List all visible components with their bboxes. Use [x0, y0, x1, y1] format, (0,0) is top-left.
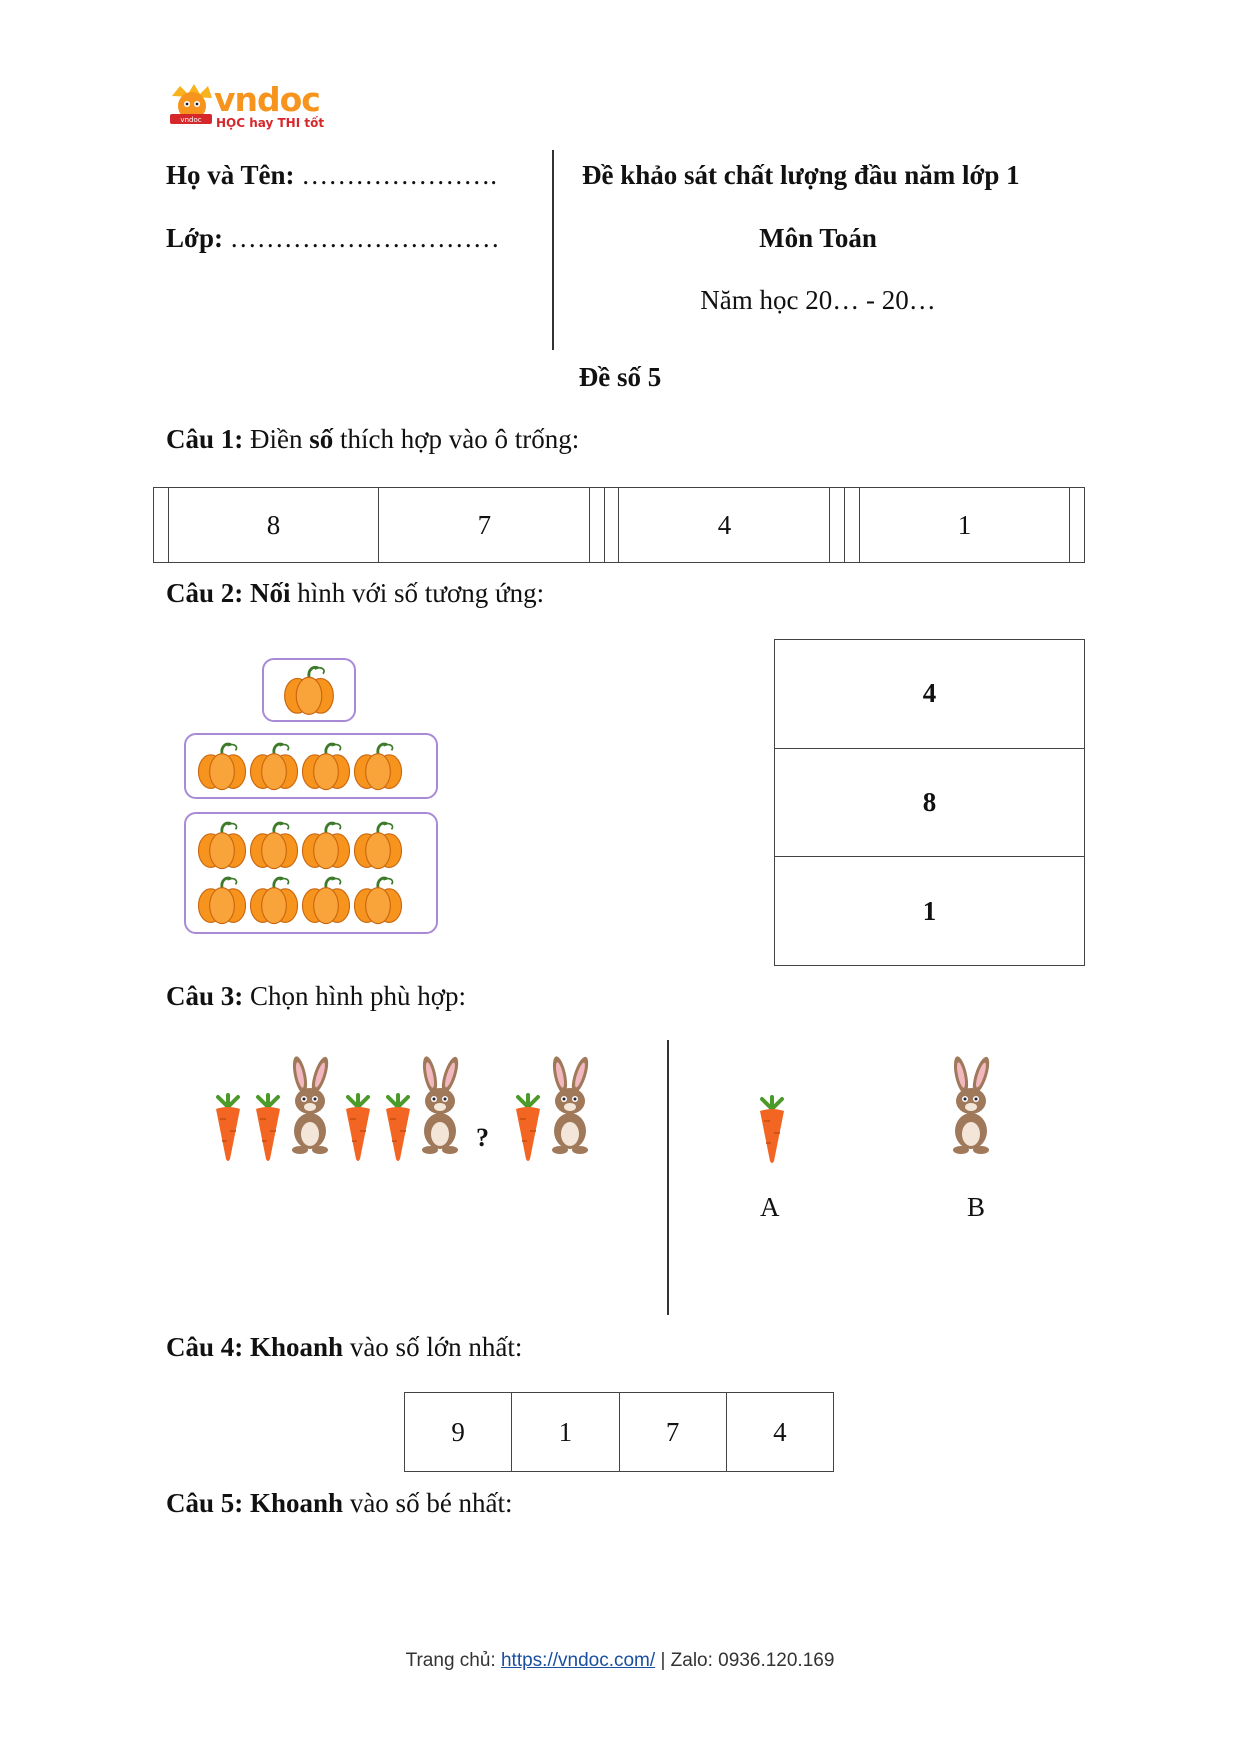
number-box[interactable]: 8 — [775, 748, 1085, 857]
footer-home-link[interactable]: https://vndoc.com/ — [500, 1650, 656, 1671]
number-cell[interactable] — [604, 488, 619, 563]
question-3-label: Câu 3: — [166, 981, 244, 1011]
question-4-label: Câu 4: — [166, 1332, 244, 1362]
number-cell[interactable]: 8 — [168, 488, 379, 563]
question-1-table — [153, 487, 1085, 563]
pumpkin-icon — [194, 738, 250, 794]
name-dots: …………………. — [301, 160, 498, 190]
option-a-label[interactable]: A — [760, 1192, 780, 1222]
pumpkin — [194, 817, 250, 878]
question-3-text: Chọn hình phù hợp: — [243, 981, 467, 1011]
question-5-text-bold: Khoanh — [250, 1488, 344, 1518]
pumpkin — [350, 738, 406, 799]
pumpkin-icon — [246, 817, 302, 873]
question-1-label: Câu 1: — [166, 424, 244, 454]
pumpkin — [280, 661, 338, 724]
carrot — [248, 1093, 288, 1168]
school-year: Năm học 20… - 20… — [700, 285, 936, 315]
number-cell[interactable]: 1 — [859, 488, 1070, 563]
pumpkin-icon — [298, 817, 354, 873]
pumpkin-icon — [298, 738, 354, 794]
question-1 — [166, 424, 579, 455]
carrot-icon — [508, 1093, 548, 1163]
exam-title: Đề khảo sát chất lượng đầu năm lớp 1 — [582, 160, 1020, 190]
question-1-text-b: thích hợp vào ô trống: — [333, 424, 580, 454]
option-b-label[interactable]: B — [967, 1192, 986, 1222]
vndoc-logo — [166, 82, 326, 136]
pumpkin — [298, 738, 354, 799]
question-3 — [166, 981, 466, 1012]
question-3-sequence — [208, 1055, 618, 1165]
number-cell[interactable]: 4 — [619, 488, 830, 563]
question-4-text-b: vào số lớn nhất: — [343, 1332, 523, 1362]
number-cell[interactable]: 1 — [512, 1393, 619, 1472]
svg-text:vndoc: vndoc — [180, 116, 202, 124]
pumpkin — [350, 817, 406, 878]
pumpkin-group-1[interactable] — [262, 658, 356, 722]
rabbit-icon — [544, 1055, 596, 1155]
pumpkin — [350, 872, 406, 933]
class-dots: ………………………… — [229, 223, 500, 253]
footer-prefix: Trang chủ: — [405, 1650, 501, 1671]
number-box[interactable]: 4 — [775, 640, 1085, 749]
carrot-icon — [248, 1093, 288, 1163]
exam-number: Đề số 5 — [578, 362, 662, 392]
pumpkin-icon — [350, 817, 406, 873]
question-2-number-table — [774, 639, 1085, 966]
name-label: Họ và Tên: — [166, 160, 295, 190]
number-cell[interactable] — [590, 488, 605, 563]
question-4 — [166, 1332, 522, 1363]
question-1-row — [154, 488, 1085, 563]
rabbit — [284, 1055, 336, 1160]
number-cell[interactable]: 7 — [619, 1393, 726, 1472]
question-1-text-a: Điền — [250, 424, 310, 454]
carrot-icon — [338, 1093, 378, 1163]
logo-brand: vndoc — [214, 80, 320, 119]
logo-mascot-icon — [166, 82, 216, 128]
option-b-image[interactable] — [945, 1055, 997, 1160]
pumpkin — [298, 872, 354, 933]
number-cell[interactable] — [830, 488, 845, 563]
number-cell[interactable]: 9 — [405, 1393, 512, 1472]
pumpkin — [298, 817, 354, 878]
question-2 — [166, 578, 544, 609]
pumpkin-icon — [246, 872, 302, 928]
question-5-text-b: vào số bé nhất: — [343, 1488, 513, 1518]
class-line — [166, 223, 500, 254]
question-mark: ? — [476, 1123, 489, 1152]
pumpkin-icon — [298, 872, 354, 928]
question-1-text-bold: số — [309, 424, 334, 454]
rabbit — [544, 1055, 596, 1160]
rabbit-icon — [284, 1055, 336, 1155]
carrot — [508, 1093, 548, 1168]
pumpkin-group-2[interactable] — [184, 733, 438, 799]
footer-suffix: | Zalo: 0936.120.169 — [655, 1650, 835, 1671]
question-4-text-bold: Khoanh — [250, 1332, 344, 1362]
pumpkin-icon — [280, 661, 338, 719]
header-divider — [552, 150, 554, 350]
rabbit-icon — [414, 1055, 466, 1155]
carrot — [378, 1093, 418, 1168]
pumpkin — [194, 738, 250, 799]
pumpkin-icon — [350, 872, 406, 928]
question-5 — [166, 1488, 513, 1519]
number-cell[interactable]: 4 — [726, 1393, 833, 1472]
pumpkin-icon — [194, 817, 250, 873]
rabbit — [414, 1055, 466, 1160]
number-cell[interactable] — [844, 488, 859, 563]
number-box[interactable]: 1 — [775, 857, 1085, 966]
carrot — [208, 1093, 248, 1168]
number-cell[interactable]: 7 — [379, 488, 590, 563]
question-3-divider — [667, 1040, 669, 1315]
pumpkin-icon — [350, 738, 406, 794]
carrot-icon — [208, 1093, 248, 1163]
student-name-line — [166, 160, 497, 191]
pumpkin — [246, 738, 302, 799]
pumpkin — [246, 817, 302, 878]
option-a-image[interactable] — [752, 1095, 792, 1170]
pumpkin — [194, 872, 250, 933]
carrot-icon — [378, 1093, 418, 1163]
question-2-text-b: hình với số tương ứng: — [290, 578, 545, 608]
class-label: Lớp: — [166, 223, 223, 253]
page-footer — [0, 1650, 1240, 1672]
question-2-text-bold: Nối — [250, 578, 291, 608]
pumpkin-icon — [194, 872, 250, 928]
question-5-label: Câu 5: — [166, 1488, 244, 1518]
logo-slogan: HỌC hay THI tốt — [216, 116, 325, 130]
pumpkin-group-3[interactable] — [184, 812, 438, 934]
question-2-label: Câu 2: — [166, 578, 244, 608]
carrot — [338, 1093, 378, 1168]
rabbit-icon — [945, 1055, 997, 1155]
carrot-icon — [752, 1095, 792, 1165]
number-cell[interactable] — [154, 488, 169, 563]
question-4-table — [404, 1392, 834, 1472]
subject: Môn Toán — [759, 223, 877, 253]
number-cell[interactable] — [1070, 488, 1085, 563]
pumpkin — [246, 872, 302, 933]
pumpkin-icon — [246, 738, 302, 794]
